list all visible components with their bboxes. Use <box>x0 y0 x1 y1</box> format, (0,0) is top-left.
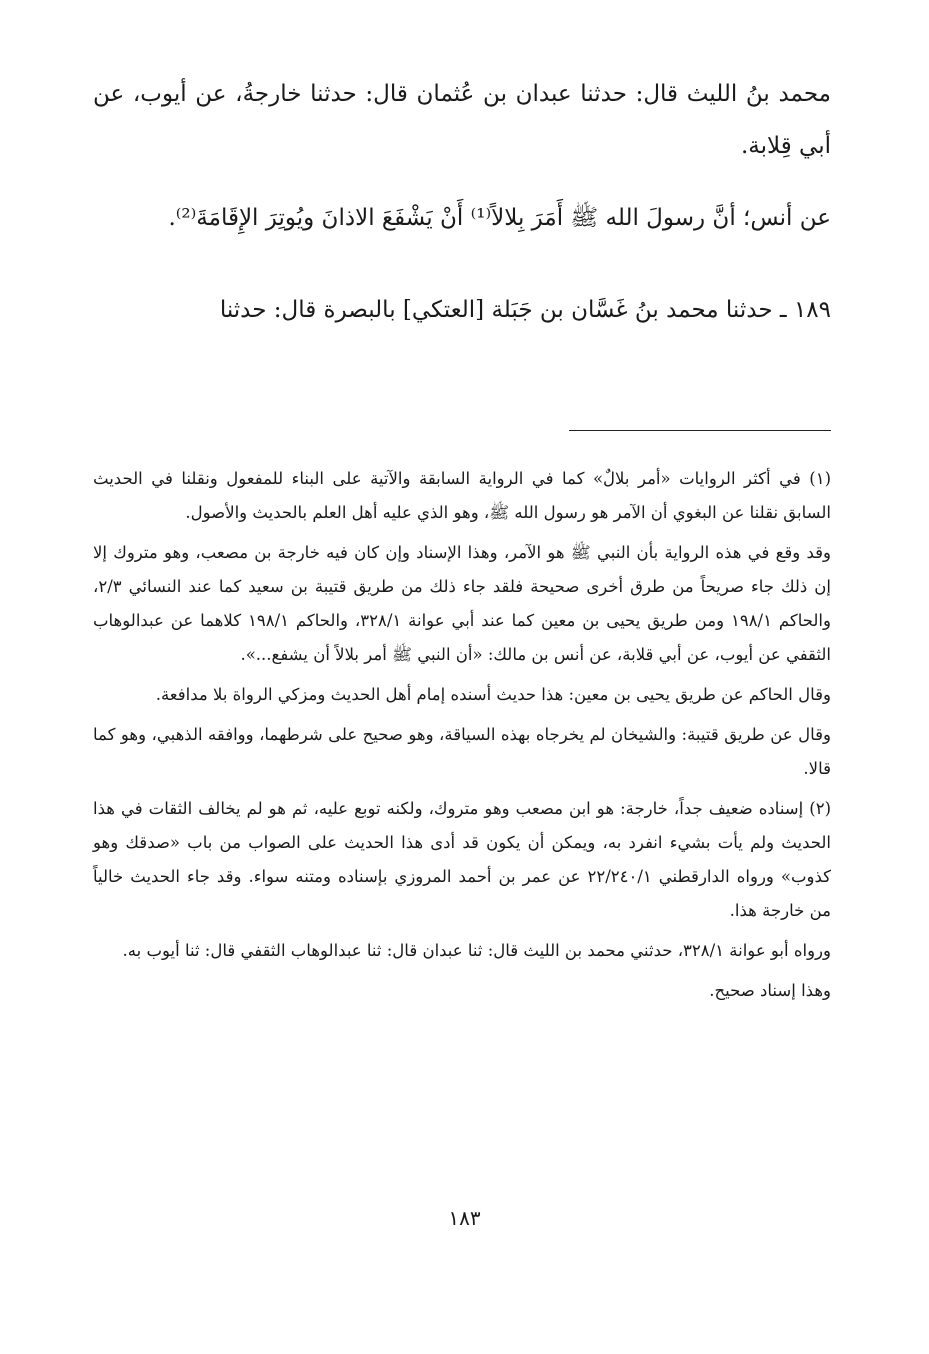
footnote-1-hakim: وقال الحاكم عن طريق يحيى بن معين: هذا حديث أسنده إمام أهل الحديث ومزكي الرواة بلا مدافعة. <box>155 685 831 704</box>
footnote-1: (١) في أكثر الروايات «أمر بلالٌ» كما في الرواية السابقة والآتية على البناء للمفعول ونقلنا في الحديث السابق نقلنا عن البغوي أن الآمر هو رسول الله ﷺ، وهو الذي عليه أهل العلم بالحديث والأصول. <box>93 469 831 522</box>
footnote-1-qutayba: وقال عن طريق قتيبة: والشيخان لم يخرجاه بهذه السياقة، وهو صحيح على شرطهما، ووافقه الذهبي، وهو كما قالا. <box>93 725 831 778</box>
main-paragraph-hadith-189: ١٨٩ ـ حدثنا محمد بنُ غَسَّان بن جَبَلة [العتكي] بالبصرة قال: حدثنا <box>219 297 831 323</box>
page-number: ١٨٣ <box>448 1206 481 1230</box>
footnote-1-continued: وقد وقع في هذه الرواية بأن النبي ﷺ هو الآمر، وهذا الإسناد وإن كان فيه خارجة بن مصعب، وهو متروك إلا إن ذلك جاء صريحاً من طرق أخرى صحيحة فلقد جاء ذلك من طريق قتيبة بن سعيد كما عند النسائي ٢/٣، والحاكم ١٩٨/١ ومن طريق يحيى بن معين كما عند أبي عوانة ٣٢٨/١، والحاكم ١٩٨/١ كلاهما عن عبدالوهاب الثقفي عن أيوب، عن أبي قلابة، عن أنس بن مالك: «أن النبي ﷺ أمر بلالاً أن يشفع...». <box>93 543 831 664</box>
main-text <box>93 68 831 336</box>
footnote-2: (٢) إسناده ضعيف جداً، خارجة: هو ابن مصعب وهو متروك، ولكنه توبع عليه، ثم هو لم يخالف الثقات في هذا الحديث ولم يأت بشيء انفرد به، ويمكن أن يكون قد أدى هذا الحديث على الصواب من باب «صدقك وهو كذوب» ورواه الدارقطني ٢٢/٢٤٠/١ عن عمر بن أحمد المروزي بإسناده ومتنه سواء. وقد جاء الحديث خالياً من خارجة هذا. <box>93 799 831 920</box>
footnotes <box>93 462 831 1014</box>
footnote-2-abu-awana: ورواه أبو عوانة ٣٢٨/١، حدثني محمد بن الليث قال: ثنا عبدان قال: ثنا عبدالوهاب الثقفي قال: ثنا أيوب به. <box>122 941 831 960</box>
main-paragraph-isnad: محمد بنُ الليث قال: حدثنا عبدان بن عُثمان قال: حدثنا خارجةُ، عن أيوب، عن أبي قِلابة. <box>93 81 831 159</box>
footnote-divider <box>569 430 831 431</box>
main-paragraph-hadith: عن أنس؛ أنَّ رسولَ الله ﷺ أَمَرَ بِلالاً⁽¹⁾ أَنْ يَشْفَعَ الاذانَ ويُوتِرَ الإِقَامَةَ⁽²⁾. <box>168 205 831 231</box>
footnote-2-conclusion: وهذا إسناد صحيح. <box>709 981 831 1000</box>
